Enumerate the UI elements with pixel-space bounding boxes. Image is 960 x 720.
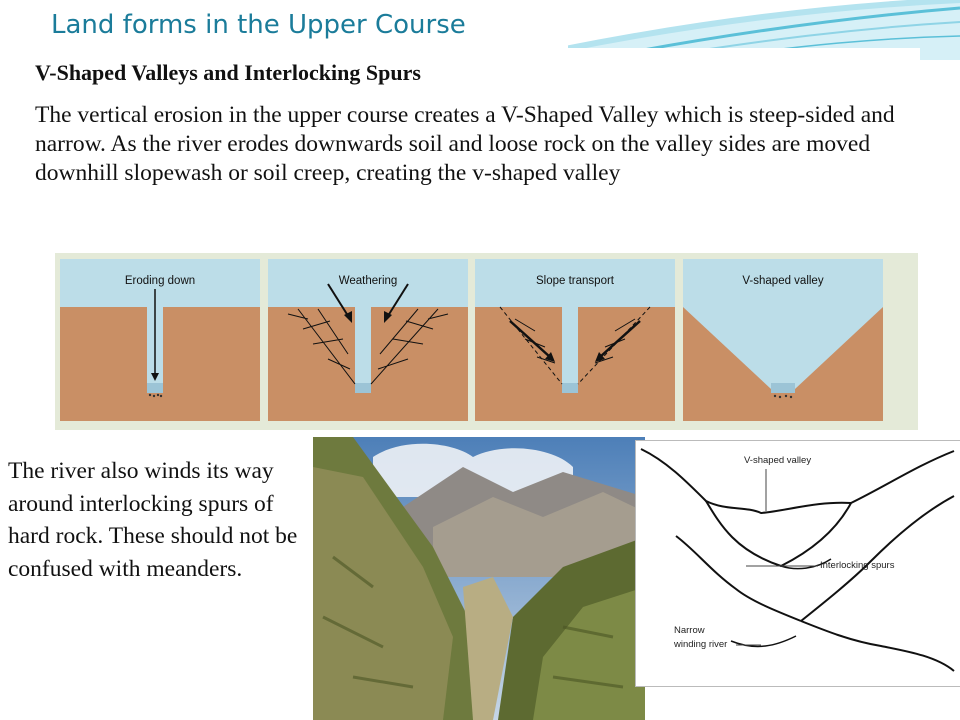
panel-label: V-shaped valley [742,275,824,287]
panel-slope-transport [475,259,675,421]
panel-v-shaped-valley [683,259,883,421]
label-narrow: Narrow [674,625,705,636]
label-v-shaped-valley: V-shaped valley [744,455,812,466]
valley-photo [313,437,645,720]
section-subheading: V-Shaped Valleys and Interlocking Spurs [35,60,421,85]
intro-paragraph: The vertical erosion in the upper course creates a V-Shaped Valley which is steep-sided and narrow. As the river erodes downwards soil and loose rock on the valley sides are moved downhill slopewash or soil creep, creating the v-shaped valley [35,102,895,186]
label-interlocking-spurs: Interlocking spurs [820,560,895,571]
slide-title-box [38,0,568,48]
valley-landscape-image [313,437,645,720]
panel-weathering [268,259,468,421]
panel-label: Weathering [338,275,398,287]
panel-label: Slope transport [536,275,614,287]
panel-label: Eroding down [124,275,196,287]
valley-formation-diagram [55,253,918,430]
interlocking-spurs-sketch [635,440,960,687]
label-winding-river: winding river [674,639,728,650]
panel-eroding-down [60,259,260,421]
spurs-paragraph: The river also winds its way around interlocking spurs of hard rock. These should not be confused with meanders. [8,458,298,582]
slide-title: Land forms in the Upper Course [51,10,466,40]
